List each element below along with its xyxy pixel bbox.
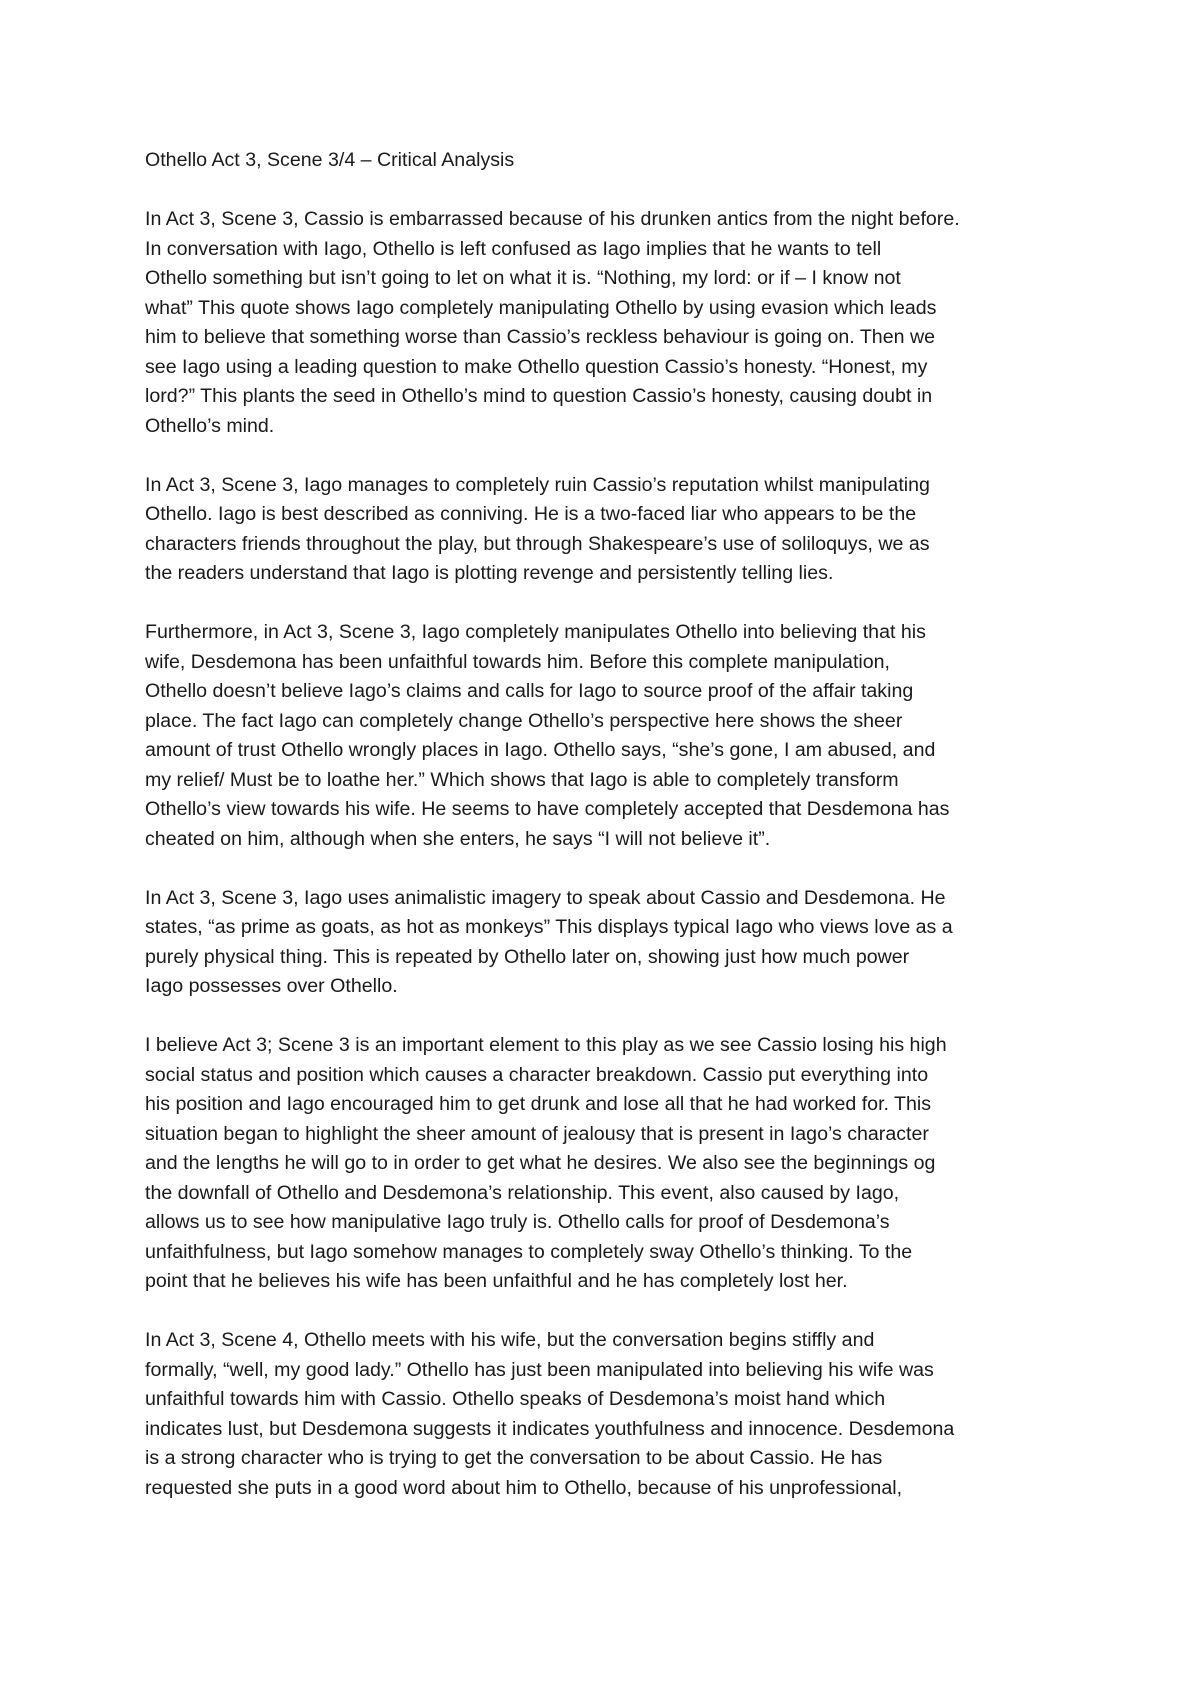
text-line: amount of trust Othello wrongly places in Iago. Othello says, “she’s gone, I am abused, and	[145, 739, 936, 761]
paragraph	[145, 471, 1065, 589]
text-line: requested she puts in a good word about him to Othello, because of his unprofessional,	[145, 1476, 903, 1499]
text-line: Othello’s view towards his wife. He seems to have completely accepted that Desdemona has	[145, 798, 950, 820]
text-line: Othello. Iago is best described as conniving. He is a two-faced liar who appears to be the	[145, 503, 917, 525]
text-line: Othello doesn’t believe Iago’s claims and calls for Iago to source proof of the affair taking	[145, 680, 914, 702]
text-line: point that he believes his wife has been unfaithful and he has completely lost her.	[145, 1270, 848, 1292]
paragraph	[145, 1031, 1065, 1297]
text-line: allows us to see how manipulative Iago truly is. Othello calls for proof of Desdemona’s	[145, 1211, 890, 1233]
paragraph-container	[145, 205, 1065, 1503]
text-line: social status and position which causes a character breakdown. Cassio put everything into	[145, 1063, 929, 1086]
document-body	[145, 146, 1065, 1533]
text-line: unfaithful towards him with Cassio. Othello speaks of Desdemona’s moist hand which	[145, 1388, 886, 1410]
text-line: and the lengths he will go to in order to get what he desires. We also see the beginnings og	[145, 1152, 936, 1174]
text-line: is a strong character who is trying to get the conversation to be about Cassio. He has	[145, 1447, 883, 1469]
text-line: characters friends throughout the play, but through Shakespeare’s use of soliloquys, we as	[145, 532, 930, 555]
text-line: In Act 3, Scene 3, Iago uses animalistic imagery to speak about Cassio and Desdemona. He	[145, 886, 946, 909]
paragraph	[145, 884, 1065, 1002]
text-line: cheated on him, although when she enters, he says “I will not believe it”.	[145, 827, 771, 850]
text-line: the readers understand that Iago is plotting revenge and persistently telling lies.	[145, 562, 834, 584]
text-line: what” This quote shows Iago completely manipulating Othello by using evasion which leads	[145, 296, 937, 319]
text-line: Othello something but isn’t going to let on what it is. “Nothing, my lord: or if – I know not	[145, 267, 901, 289]
text-line: indicates lust, but Desdemona suggests it indicates youthfulness and innocence. Desdemona	[145, 1417, 955, 1440]
text-line: purely physical thing. This is repeated by Othello later on, showing just how much power	[145, 945, 910, 968]
paragraph	[145, 618, 1065, 854]
text-line: Furthermore, in Act 3, Scene 3, Iago completely manipulates Othello into believing that his	[145, 621, 926, 643]
text-line: wife, Desdemona has been unfaithful towards him. Before this complete manipulation,	[145, 650, 890, 673]
text-line: situation began to highlight the sheer amount of jealousy that is present in Iago’s character	[145, 1122, 929, 1145]
text-line: him to believe that something worse than Cassio’s reckless behaviour is going on. Then we	[145, 326, 935, 348]
text-line: his position and Iago encouraged him to get drunk and lose all that he had worked for. This	[145, 1093, 932, 1115]
text-line: formally, “well, my good lady.” Othello has just been manipulated into believing his wife was	[145, 1358, 934, 1381]
text-line: unfaithfulness, but Iago somehow manages to completely sway Othello’s thinking. To the	[145, 1240, 913, 1263]
paragraph	[145, 1326, 1065, 1503]
text-line: In Act 3, Scene 3, Cassio is embarrassed because of his drunken antics from the night before.	[145, 208, 960, 230]
text-line: place. The fact Iago can completely change Othello’s perspective here shows the sheer	[145, 709, 903, 732]
text-line: I believe Act 3; Scene 3 is an important element to this play as we see Cassio losing his high	[145, 1034, 947, 1056]
text-line: In Act 3, Scene 4, Othello meets with his wife, but the conversation begins stiffly and	[145, 1329, 875, 1351]
text-line: In conversation with Iago, Othello is left confused as Iago implies that he wants to tell	[145, 237, 882, 260]
text-line: Othello’s mind.	[145, 414, 275, 437]
text-line: my relief/ Must be to loathe her.” Which shows that Iago is able to completely transform	[145, 768, 899, 791]
text-line: the downfall of Othello and Desdemona’s relationship. This event, also caused by Iago,	[145, 1181, 900, 1204]
paragraph	[145, 205, 1065, 441]
document-title: Othello Act 3, Scene 3/4 – Critical Analysis	[145, 149, 515, 171]
text-line: lord?” This plants the seed in Othello’s mind to question Cassio’s honesty, causing doubt in	[145, 385, 933, 407]
text-line: In Act 3, Scene 3, Iago manages to completely ruin Cassio’s reputation whilst manipulating	[145, 473, 930, 496]
text-line: see Iago using a leading question to make Othello question Cassio’s honesty. “Honest, my	[145, 355, 928, 378]
text-line: Iago possesses over Othello.	[145, 975, 398, 997]
text-line: states, “as prime as goats, as hot as monkeys” This displays typical Iago who views love as a	[145, 916, 953, 938]
